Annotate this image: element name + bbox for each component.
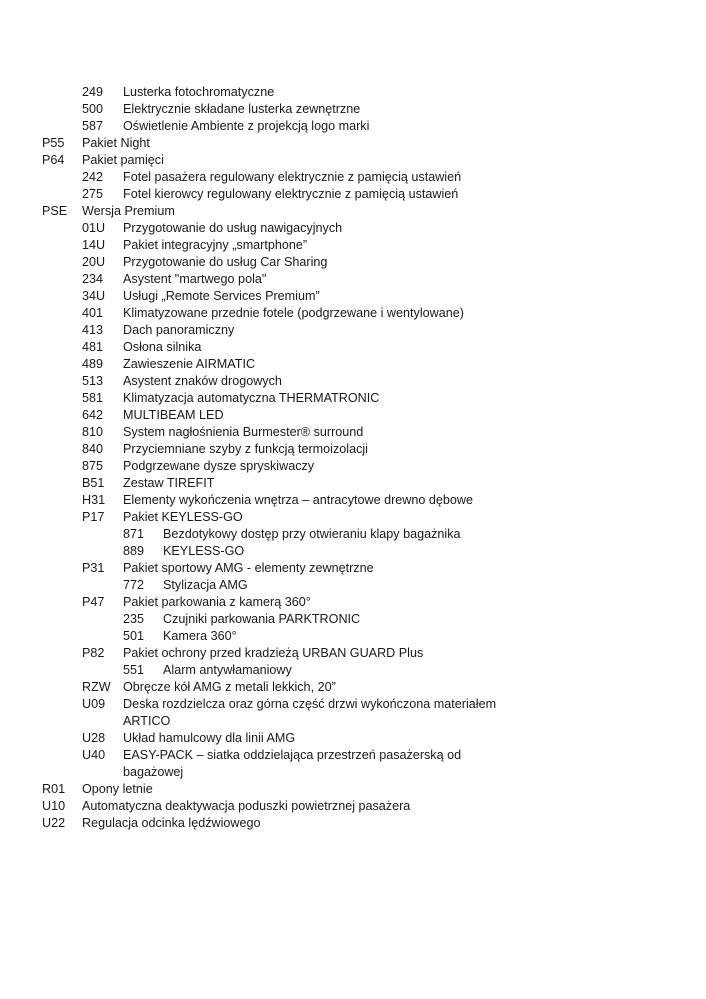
option-code: R01	[42, 782, 66, 796]
list-item	[0, 696, 706, 730]
option-description: Podgrzewane dysze spryskiwaczy	[123, 459, 315, 473]
list-item	[0, 628, 706, 645]
option-code: 401	[82, 306, 104, 320]
equipment-list	[0, 84, 706, 832]
option-code: 500	[82, 102, 104, 116]
option-description: Opony letnie	[82, 782, 153, 796]
option-description: System nagłośnienia Burmester® surround	[123, 425, 364, 439]
option-description: Pakiet integracyjny „smartphone”	[123, 238, 308, 252]
option-code: 489	[82, 357, 104, 371]
option-code: 871	[123, 527, 145, 541]
option-code: 249	[82, 85, 104, 99]
list-item	[0, 288, 706, 305]
option-description: Klimatyzacja automatyczna THERMATRONIC	[123, 391, 380, 405]
option-code: 14U	[82, 238, 106, 252]
list-item	[0, 543, 706, 560]
option-code: 20U	[82, 255, 106, 269]
list-item	[0, 611, 706, 628]
list-item	[0, 798, 706, 815]
option-description: Pakiet ochrony przed kradzieżą URBAN GUARD Plus	[123, 646, 424, 660]
option-description: Fotel kierowcy regulowany elektrycznie z pamięcią ustawień	[123, 187, 459, 201]
option-description: Przygotowanie do usług Car Sharing	[123, 255, 328, 269]
option-description: MULTIBEAM LED	[123, 408, 224, 422]
list-item	[0, 135, 706, 152]
option-code: P47	[82, 595, 105, 609]
list-item	[0, 203, 706, 220]
option-code: U22	[42, 816, 66, 830]
list-item	[0, 169, 706, 186]
option-code: 235	[123, 612, 145, 626]
option-code: RZW	[82, 680, 111, 694]
option-description: Dach panoramiczny	[123, 323, 235, 337]
list-item	[0, 152, 706, 169]
option-description: Obręcze kół AMG z metali lekkich, 20”	[123, 680, 336, 694]
option-description: KEYLESS-GO	[163, 544, 245, 558]
option-code: P31	[82, 561, 105, 575]
option-code: 234	[82, 272, 104, 286]
option-code: 581	[82, 391, 104, 405]
list-item	[0, 237, 706, 254]
list-item	[0, 526, 706, 543]
option-description: Pakiet pamięci	[82, 153, 164, 167]
list-item	[0, 730, 706, 747]
option-description: Oświetlenie Ambiente z projekcją logo marki	[123, 119, 370, 133]
list-item	[0, 271, 706, 288]
option-code: 642	[82, 408, 104, 422]
list-item	[0, 679, 706, 696]
option-description: Stylizacja AMG	[163, 578, 248, 592]
option-code: U09	[82, 697, 106, 711]
option-code: P55	[42, 136, 65, 150]
list-item	[0, 662, 706, 679]
option-code: 889	[123, 544, 145, 558]
option-code: 551	[123, 663, 145, 677]
option-description: Układ hamulcowy dla linii AMG	[123, 731, 296, 745]
option-code: 34U	[82, 289, 106, 303]
list-item	[0, 594, 706, 611]
option-description: Elementy wykończenia wnętrza – antracytowe drewno dębowe	[123, 493, 474, 507]
list-item	[0, 339, 706, 356]
option-description: EASY-PACK – siatka oddzielająca przestrzeń pasażerską od bagażowej	[123, 748, 462, 779]
list-item	[0, 475, 706, 492]
option-description: Fotel pasażera regulowany elektrycznie z pamięcią ustawień	[123, 170, 462, 184]
option-description: Alarm antywłamaniowy	[163, 663, 292, 677]
option-code: 513	[82, 374, 104, 388]
option-code: 587	[82, 119, 104, 133]
option-description: Pakiet parkowania z kamerą 360°	[123, 595, 311, 609]
option-code: 242	[82, 170, 104, 184]
list-item	[0, 186, 706, 203]
option-code: 501	[123, 629, 145, 643]
list-item	[0, 815, 706, 832]
list-item	[0, 458, 706, 475]
option-code: 772	[123, 578, 145, 592]
list-item	[0, 441, 706, 458]
list-item	[0, 322, 706, 339]
list-item	[0, 220, 706, 237]
list-item	[0, 356, 706, 373]
list-item	[0, 424, 706, 441]
option-code: U28	[82, 731, 106, 745]
option-description: Regulacja odcinka lędźwiowego	[82, 816, 261, 830]
list-item	[0, 118, 706, 135]
option-description: Deska rozdzielcza oraz górna część drzwi wykończona materiałem ARTICO	[123, 697, 497, 728]
list-item	[0, 781, 706, 798]
option-description: Zestaw TIREFIT	[123, 476, 215, 490]
list-item	[0, 492, 706, 509]
option-code: 810	[82, 425, 104, 439]
option-code: 275	[82, 187, 104, 201]
option-description: Automatyczna deaktywacja poduszki powietrznej pasażera	[82, 799, 411, 813]
option-code: 01U	[82, 221, 106, 235]
option-code: U40	[82, 748, 106, 762]
list-item	[0, 407, 706, 424]
option-description: Pakiet KEYLESS-GO	[123, 510, 243, 524]
list-item	[0, 747, 706, 781]
option-description: Wersja Premium	[82, 204, 175, 218]
option-description: Przygotowanie do usług nawigacyjnych	[123, 221, 343, 235]
option-description: Asystent znaków drogowych	[123, 374, 282, 388]
option-description: Klimatyzowane przednie fotele (podgrzewane i wentylowane)	[123, 306, 464, 320]
option-description: Kamera 360°	[163, 629, 237, 643]
option-description: Przyciemniane szyby z funkcją termoizolacji	[123, 442, 368, 456]
list-item	[0, 560, 706, 577]
option-code: P64	[42, 153, 65, 167]
option-description: Usługi „Remote Services Premium”	[123, 289, 320, 303]
list-item	[0, 101, 706, 118]
option-code: 413	[82, 323, 104, 337]
list-item	[0, 645, 706, 662]
option-code: P82	[82, 646, 105, 660]
option-code: P17	[82, 510, 105, 524]
option-description: Osłona silnika	[123, 340, 202, 354]
list-item	[0, 390, 706, 407]
option-description: Bezdotykowy dostęp przy otwieraniu klapy bagażnika	[163, 527, 461, 541]
option-code: 481	[82, 340, 104, 354]
option-code: PSE	[42, 204, 68, 218]
option-description: Pakiet Night	[82, 136, 150, 150]
option-code: B51	[82, 476, 105, 490]
list-item	[0, 305, 706, 322]
option-description: Zawieszenie AIRMATIC	[123, 357, 256, 371]
option-code: 875	[82, 459, 104, 473]
option-description: Lusterka fotochromatyczne	[123, 85, 275, 99]
list-item	[0, 577, 706, 594]
option-description: Elektrycznie składane lusterka zewnętrzne	[123, 102, 361, 116]
list-item	[0, 84, 706, 101]
option-code: 840	[82, 442, 104, 456]
option-description: Asystent "martwego pola"	[123, 272, 267, 286]
option-code: H31	[82, 493, 106, 507]
option-description: Pakiet sportowy AMG - elementy zewnętrzne	[123, 561, 374, 575]
option-description: Czujniki parkowania PARKTRONIC	[163, 612, 361, 626]
list-item	[0, 509, 706, 526]
list-item	[0, 373, 706, 390]
option-code: U10	[42, 799, 66, 813]
list-item	[0, 254, 706, 271]
